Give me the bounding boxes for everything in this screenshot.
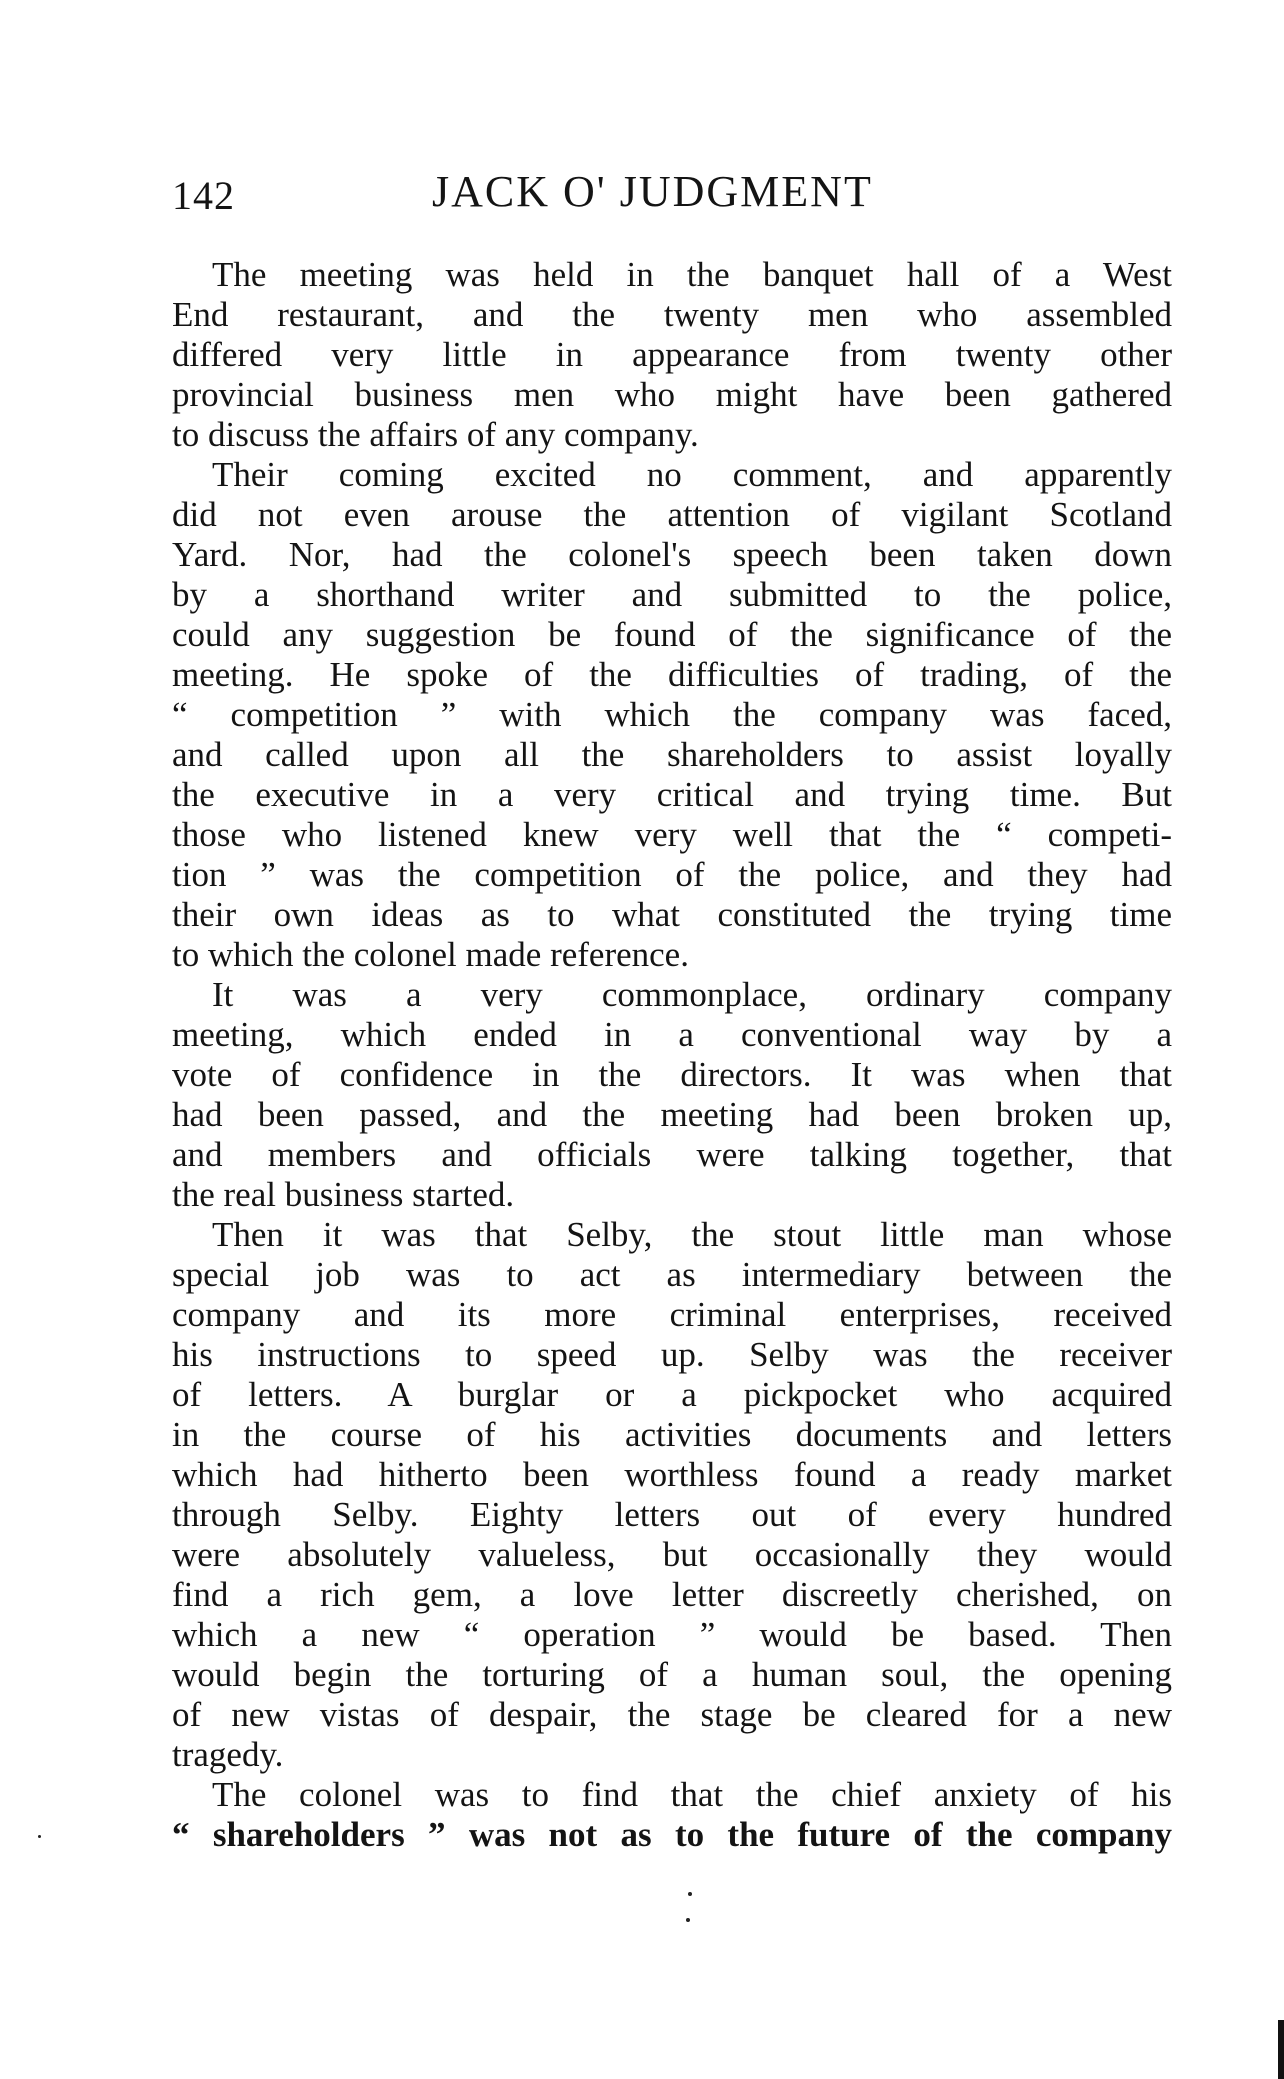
text-line: vote of confidence in the directors. It was when that [172,1055,1172,1094]
text-line: Then it was that Selby, the stout little man whose [212,1215,1172,1254]
text-line: provincial business men who might have been gathered [172,375,1172,414]
text-line: tion ” was the competition of the police, and they had [172,855,1172,894]
text-line: differed very little in appearance from twenty other [172,335,1172,374]
page-number: 142 [172,173,235,218]
text-line: which a new “ operation ” would be based. Then [172,1615,1172,1654]
text-line: which had hitherto been worthless found a ready market [172,1455,1172,1494]
text-line: in the course of his activities documents and letters [172,1415,1172,1454]
text-line: did not even arouse the attention of vigilant Scotland [172,495,1172,534]
text-line: to discuss the affairs of any company. [172,415,699,454]
text-line: their own ideas as to what constituted the trying time [172,895,1172,934]
text-line: The colonel was to find that the chief anxiety of his [212,1775,1172,1814]
text-line: meeting. He spoke of the difficulties of trading, of the [172,655,1172,694]
text-line: those who listened knew very well that the “ competi- [172,815,1172,854]
text-line: of letters. A burglar or a pickpocket who acquired [172,1375,1172,1414]
text-line: special job was to act as intermediary between the [172,1255,1172,1294]
text-line: of new vistas of despair, the stage be cleared for a new [172,1695,1172,1734]
text-line: It was a very commonplace, ordinary company [212,975,1172,1014]
text-line: had been passed, and the meeting had been broken up, [172,1095,1172,1134]
print-speck [38,1835,41,1838]
text-line: the real business started. [172,1175,515,1214]
text-line: were absolutely valueless, but occasionally they would [172,1535,1172,1574]
text-line: and members and officials were talking together, that [172,1135,1172,1174]
print-speck [686,1918,690,1922]
page-header [172,166,1172,226]
text-line: by a shorthand writer and submitted to the police, [172,575,1172,614]
text-line: tragedy. [172,1735,284,1774]
text-line: would begin the torturing of a human soul, the opening [172,1655,1172,1694]
body-text [172,255,1172,1855]
text-line: Their coming excited no comment, and apparently [212,455,1172,494]
text-line: to which the colonel made reference. [172,935,689,974]
text-line: his instructions to speed up. Selby was the receiver [172,1335,1172,1374]
text-line: meeting, which ended in a conventional way by a [172,1015,1172,1054]
text-line: company and its more criminal enterprises, received [172,1295,1172,1334]
text-line: the executive in a very critical and trying time. But [172,775,1172,814]
print-speck [688,1892,692,1896]
text-line: “ competition ” with which the company was faced, [172,695,1172,734]
text-line: find a rich gem, a love letter discreetly cherished, on [172,1575,1172,1614]
text-line: End restaurant, and the twenty men who assembled [172,295,1172,334]
text-line: through Selby. Eighty letters out of every hundred [172,1495,1172,1534]
text-line: “ shareholders ” was not as to the future of the company [172,1815,1172,1854]
running-title: JACK O' JUDGMENT [432,167,873,216]
text-line: Yard. Nor, had the colonel's speech been taken down [172,535,1172,574]
text-line: The meeting was held in the banquet hall of a West [212,255,1172,294]
scan-edge-mark [1278,2020,1284,2079]
text-line: could any suggestion be found of the significance of the [172,615,1172,654]
text-line: and called upon all the shareholders to assist loyally [172,735,1172,774]
